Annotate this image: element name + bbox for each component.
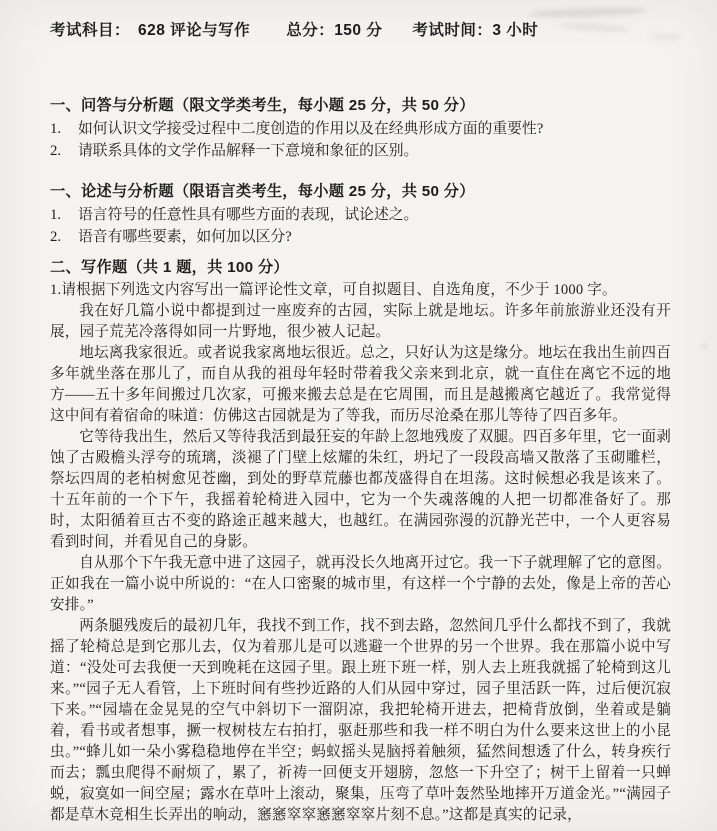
question-number: 1. xyxy=(50,121,62,137)
question-text: 如何认识文学接受过程中二度创造的作用以及在经典形成方面的重要性? xyxy=(78,121,544,137)
essay-paragraph: 自从那个下午我无意中进了这园子，就再没长久地离开过它。我一下子就理解了它的意图。正如我在一篇小说中所说的：“在人口密聚的城市里，有这样一个宁静的去处，像是上帝的苦心安排。” xyxy=(50,555,671,613)
question-text: 请联系具体的文学作品解释一下意境和象征的区别。 xyxy=(78,143,419,159)
question-number: 2. xyxy=(50,143,62,159)
section-literature xyxy=(50,94,671,162)
essay-paragraph: 地坛离我家很近。或者说我家离地坛很近。总之，只好认为这是缘分。地坛在我出生前四百多年就坐落在那儿了，而自从我的祖母年轻时带着我父亲来到北京，就一直住在离它不远的地方——五十多年间搬过几次家，可搬来搬去总是在它周围，而且是越搬离它越近了。我常觉得这中间有着宿命的味道：仿佛这古园就是为了等我，而历尽沧桑在那儿等待了四百多年。 xyxy=(50,345,671,424)
question-text: 语音有哪些要素，如何加以区分? xyxy=(78,229,292,245)
question-item xyxy=(50,140,671,162)
question-item xyxy=(50,204,671,226)
essay-excerpt xyxy=(50,301,671,826)
section-writing-heading: 二、写作题（共 1 题，共 100 分） xyxy=(50,259,289,276)
scan-smudge xyxy=(700,344,708,349)
question-item xyxy=(50,226,671,248)
question-number: 1. xyxy=(50,207,62,223)
question-item xyxy=(50,118,671,140)
section-writing xyxy=(50,256,671,826)
question-text: 语言符号的任意性具有哪些方面的表现，试论述之。 xyxy=(78,207,419,223)
section-language xyxy=(50,180,671,248)
essay-paragraph: 我在好几篇小说中都提到过一座废弃的古园，实际上就是地坛。许多年前旅游业还没有开展，园子荒芜冷落得如同一片野地，很少被人记起。 xyxy=(50,303,671,340)
subject-label: 考试科目： xyxy=(50,22,131,39)
total-score: 总分：150 分 xyxy=(286,22,383,39)
section-literature-heading: 一、问答与分析题（限文学类考生，每小题 25 分，共 50 分） xyxy=(50,97,475,114)
writing-prompt: 1.请根据下列选文内容写出一篇评论性文章，可自拟题目、自选角度，不少于 1000 字。 xyxy=(50,282,617,298)
exam-time: 考试时间：3 小时 xyxy=(412,22,539,39)
question-number: 2. xyxy=(50,229,62,245)
subject-value: 628 评论与写作 xyxy=(138,22,251,39)
scan-smudge xyxy=(648,34,682,40)
essay-paragraph: 两条腿残废后的最初几年，我找不到工作，找不到去路，忽然间几乎什么都找不到了，我就摇了轮椅总是到它那儿去，仅为着那儿是可以逃避一个世界的另一个世界。我在那篇小说中写道：“没处可去我便一天到晚耗在这园子里。跟上班下班一样，别人去上班我就摇了轮椅到这儿来。”“园子无人看管，上下班时间有些抄近路的人们从园中穿过，园子里活跃一阵，过后便沉寂下来。”“园墙在金晃晃的空气中斜切下一溜阴凉，我把轮椅开进去，把椅背放倒，坐着或是躺着，看书或者想事，撅一杈树枝左右拍打，驱赶那些和我一样不明白为什么要来这世上的小昆虫。”“蜂儿如一朵小雾稳稳地停在半空；蚂蚁摇头晃脑捋着触须，猛然间想透了什么，转身疾行而去；瓢虫爬得不耐烦了，累了，祈祷一回便支开翅膀，忽悠一下升空了；树干上留着一只蝉蜕，寂寞如一间空屋；露水在草叶上滚动，聚集，压弯了草叶轰然坠地摔开万道金光。”“满园子都是草木竞相生长弄出的响动，窸窸窣窣窸窸窣窣片刻不息。”这都是真实的记录， xyxy=(50,618,671,823)
section-language-heading: 一、论述与分析题（限语言类考生，每小题 25 分，共 50 分） xyxy=(50,183,475,200)
essay-paragraph: 它等待我出生，然后又等待我活到最狂妄的年龄上忽地残废了双腿。四百多年里，它一面剥蚀了古殿檐头浮夸的琉璃，淡褪了门壁上炫耀的朱红，坍圮了一段段高墙又散落了玉砌雕栏，祭坛四周的老柏树愈见苍幽，到处的野草荒藤也都茂盛得自在坦荡。这时候想必我是该来了。十五年前的一个下午，我摇着轮椅进入园中，它为一个失魂落魄的人把一切都准备好了。那时，太阳循着亘古不变的路途正越来越大，也越红。在满园弥漫的沉静光芒中，一个人更容易看到时间，并看见自己的身影。 xyxy=(50,429,671,550)
